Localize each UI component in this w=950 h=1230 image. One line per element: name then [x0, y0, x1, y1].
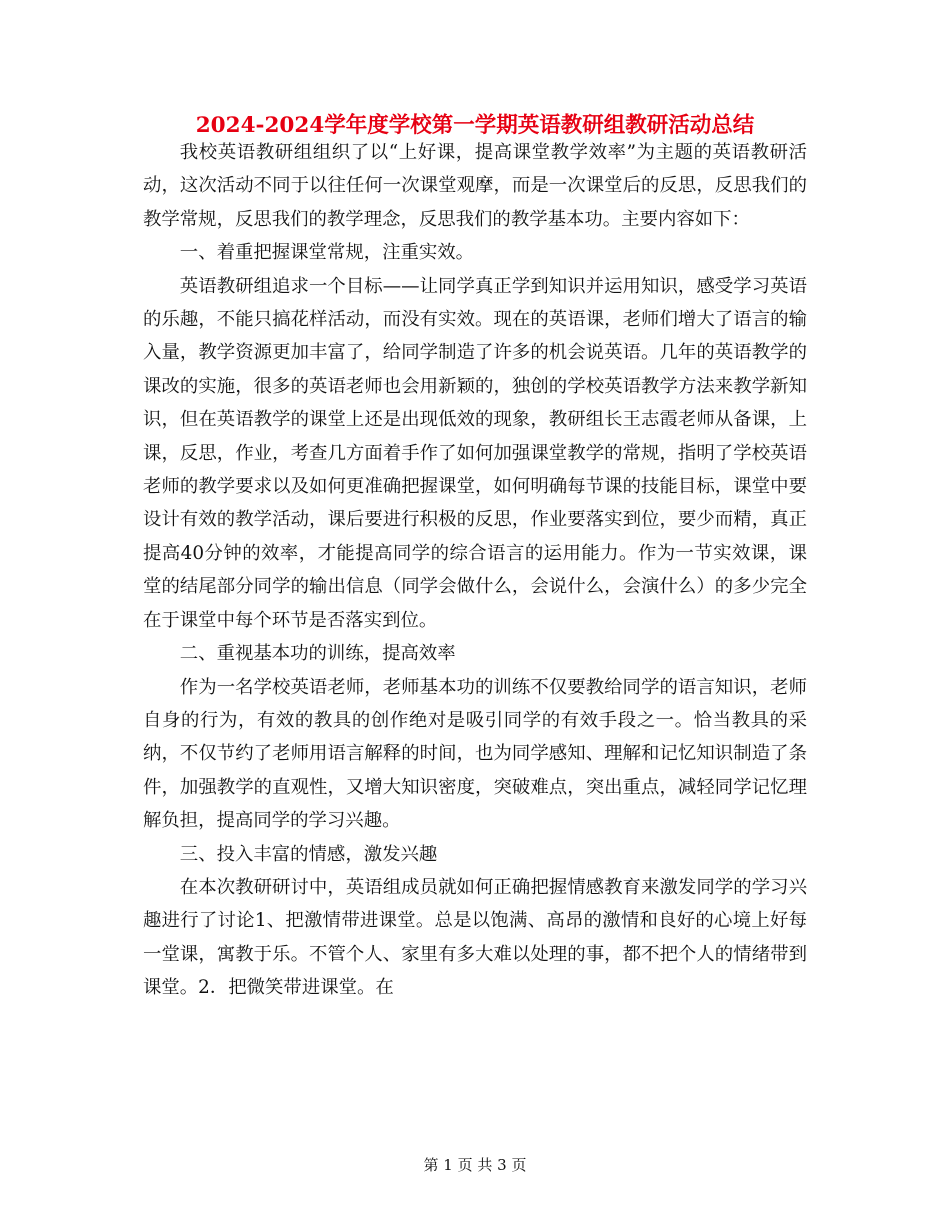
paragraph-intro: 我校英语教研组组织了以“上好课，提高课堂教学效率”为主题的英语教研活动，这次活动不同于以往任何一次课堂观摩，而是一次课堂后的反思，反思我们的教学常规，反思我们的教学理念，反思我们的教学基本功。主要内容如下：	[143, 142, 807, 230]
paragraph-section-2: 作为一名学校英语老师，老师基本功的训练不仅要教给同学的语言知识，老师自身的行为，有效的教具的创作绝对是吸引同学的有效手段之一。恰当教具的采纳，不仅节约了老师用语言解释的时间，也为同学感知、理解和记忆知识制造了条件，加强教学的直观性，又增大知识密度，突破难点，突出重点，减轻同学记忆理解负担，提高同学的学习兴趣。	[143, 676, 807, 832]
section-heading-3: 三、投入丰富的情感，激发兴趣	[179, 843, 438, 865]
paragraph-section-1: 英语教研组追求一个目标——让同学真正学到知识并运用知识，感受学习英语的乐趣，不能只搞花样活动，而没有实效。现在的英语课，老师们增大了语言的输入量，教学资源更加丰富了，给同学制造了许多的机会说英语。几年的英语教学的课改的实施，很多的英语老师也会用新颖的，独创的学校英语教学方法来教学新知识，但在英语教学的课堂上还是出现低效的现象，教研组长王志霞老师从备课，上课，反思，作业，考查几方面着手作了如何加强课堂教学的常规，指明了学校英语老师的教学要求以及如何更准确把握课堂，如何明确每节课的技能目标，课堂中要设计有效的教学活动，课后要进行积极的反思，作业要落实到位，要少而精，真正提高40分钟的效率，才能提高同学的综合语言的运用能力。作为一节实效课，课堂的结尾部分同学的输出信息（同学会做什么，会说什么，会演什么）的多少完全在于课堂中每个环节是否落实到位。	[143, 275, 807, 631]
document-title: 2024-2024学年度学校第一学期英语教研组教研活动总结	[195, 113, 755, 138]
paragraph-section-3: 在本次教研研讨中，英语组成员就如何正确把握情感教育来激发同学的学习兴趣进行了讨论1、把激情带进课堂。总是以饱满、高昂的激情和良好的心境上好每一堂课，寓教于乐。不管个人、家里有多大难以处理的事，都不把个人的情绪带到课堂。2．把微笑带进课堂。在	[143, 876, 807, 999]
document-body	[143, 136, 807, 1005]
section-heading-1: 一、着重把握课堂常规，注重实效。	[179, 242, 475, 264]
page-number-footer: 第 1 页 共 3 页	[423, 1156, 527, 1174]
section-heading-2: 二、重视基本功的训练，提高效率	[179, 643, 456, 665]
